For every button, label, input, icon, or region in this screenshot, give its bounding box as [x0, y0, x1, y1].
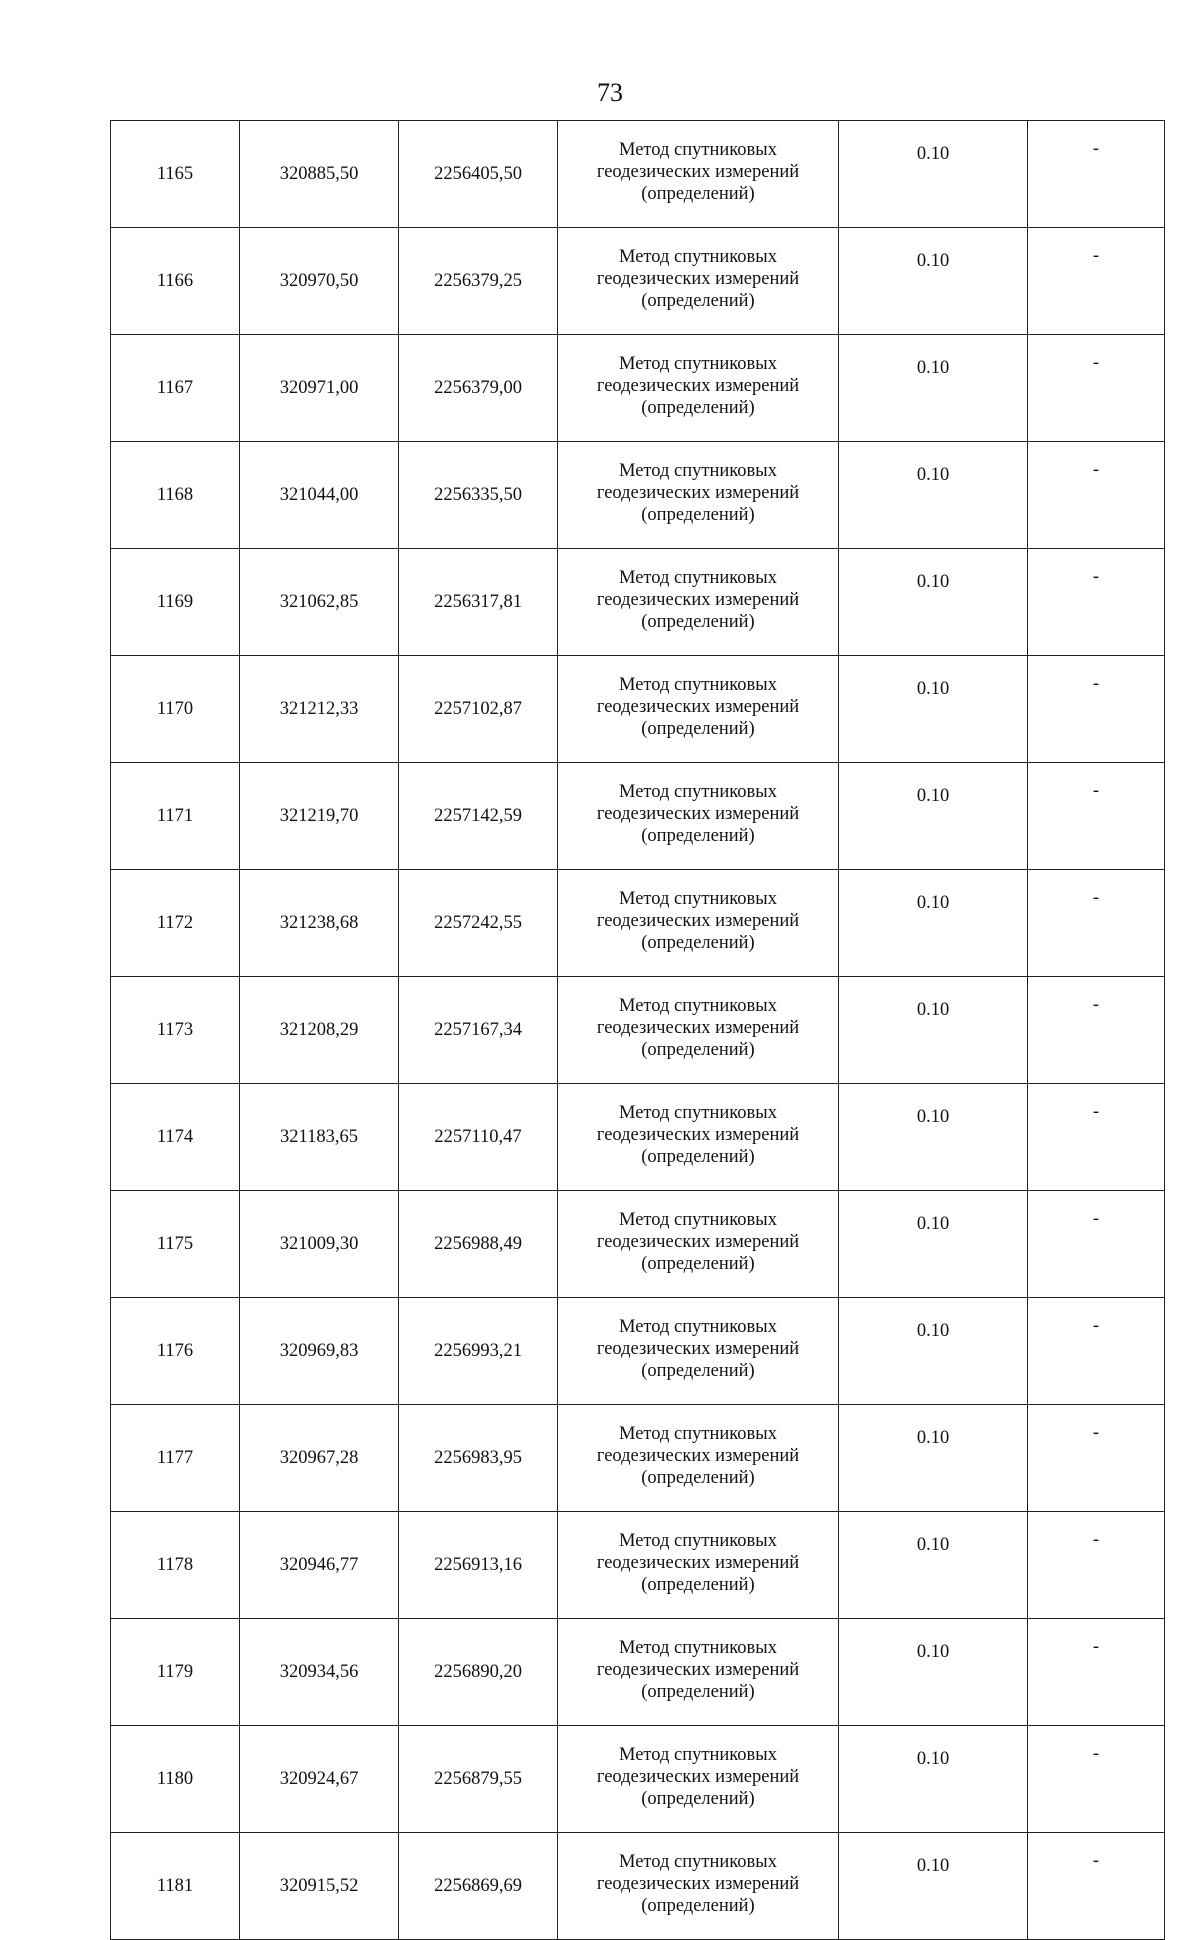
note-cell: -	[1028, 1405, 1165, 1512]
x-coordinate-cell: 321009,30	[240, 1191, 399, 1298]
y-coordinate-cell: 2256890,20	[399, 1619, 558, 1726]
method-text-line: Метод спутниковых	[619, 1317, 777, 1337]
method-text-line: (определений)	[641, 505, 755, 525]
method-text-line: Метод спутниковых	[619, 247, 777, 267]
method-text-line: (определений)	[641, 1468, 755, 1488]
coordinates-table-body	[111, 121, 1165, 1940]
method-text-line: (определений)	[641, 1789, 755, 1809]
table-row	[111, 1619, 1165, 1726]
x-coordinate-cell: 321212,33	[240, 656, 399, 763]
point-number-cell: 1179	[111, 1619, 240, 1726]
table-row	[111, 442, 1165, 549]
y-coordinate-cell: 2256379,25	[399, 228, 558, 335]
method-text-line: Метод спутниковых	[619, 1852, 777, 1872]
method-text-line: геодезических измерений	[596, 269, 800, 289]
method-text-line: геодезических измерений	[596, 1446, 800, 1466]
method-cell	[558, 121, 839, 228]
method-text-line: Метод спутниковых	[619, 675, 777, 695]
table-row	[111, 1191, 1165, 1298]
method-cell	[558, 656, 839, 763]
table-row	[111, 656, 1165, 763]
y-coordinate-cell: 2256993,21	[399, 1298, 558, 1405]
note-cell: -	[1028, 1191, 1165, 1298]
y-coordinate-cell: 2256988,49	[399, 1191, 558, 1298]
x-coordinate-cell: 321062,85	[240, 549, 399, 656]
x-coordinate-cell: 320971,00	[240, 335, 399, 442]
x-coordinate-cell: 320924,67	[240, 1726, 399, 1833]
note-cell: -	[1028, 763, 1165, 870]
note-cell: -	[1028, 1726, 1165, 1833]
method-cell	[558, 442, 839, 549]
method-cell	[558, 1512, 839, 1619]
method-text-line: (определений)	[641, 1040, 755, 1060]
coordinates-table	[110, 120, 1165, 1940]
y-coordinate-cell: 2257242,55	[399, 870, 558, 977]
method-text-line: геодезических измерений	[596, 162, 800, 182]
point-number-cell: 1171	[111, 763, 240, 870]
method-text-line: Метод спутниковых	[619, 568, 777, 588]
method-text-line: геодезических измерений	[596, 1874, 800, 1894]
point-number-cell: 1166	[111, 228, 240, 335]
table-row	[111, 763, 1165, 870]
method-text-line: Метод спутниковых	[619, 889, 777, 909]
table-row	[111, 549, 1165, 656]
method-cell	[558, 1298, 839, 1405]
x-coordinate-cell: 321208,29	[240, 977, 399, 1084]
accuracy-cell: 0.10	[839, 1833, 1028, 1940]
x-coordinate-cell: 320969,83	[240, 1298, 399, 1405]
method-cell	[558, 335, 839, 442]
x-coordinate-cell: 321238,68	[240, 870, 399, 977]
accuracy-cell: 0.10	[839, 656, 1028, 763]
method-text-line: геодезических измерений	[596, 1018, 800, 1038]
y-coordinate-cell: 2257142,59	[399, 763, 558, 870]
method-text-line: (определений)	[641, 1896, 755, 1916]
table-row	[111, 1726, 1165, 1833]
point-number-cell: 1165	[111, 121, 240, 228]
method-text-line: Метод спутниковых	[619, 782, 777, 802]
table-row	[111, 977, 1165, 1084]
method-text-line: геодезических измерений	[596, 804, 800, 824]
accuracy-cell: 0.10	[839, 549, 1028, 656]
method-cell	[558, 1405, 839, 1512]
method-text-line: геодезических измерений	[596, 697, 800, 717]
method-cell	[558, 870, 839, 977]
table-row	[111, 1512, 1165, 1619]
method-cell	[558, 1726, 839, 1833]
y-coordinate-cell: 2256983,95	[399, 1405, 558, 1512]
method-text-line: (определений)	[641, 398, 755, 418]
note-cell: -	[1028, 1084, 1165, 1191]
method-cell	[558, 977, 839, 1084]
point-number-cell: 1169	[111, 549, 240, 656]
method-cell	[558, 1619, 839, 1726]
note-cell: -	[1028, 656, 1165, 763]
x-coordinate-cell: 320885,50	[240, 121, 399, 228]
note-cell: -	[1028, 1298, 1165, 1405]
y-coordinate-cell: 2256335,50	[399, 442, 558, 549]
method-text-line: (определений)	[641, 1361, 755, 1381]
page-number: 73	[597, 78, 623, 107]
note-cell: -	[1028, 549, 1165, 656]
method-cell	[558, 1084, 839, 1191]
x-coordinate-cell: 321219,70	[240, 763, 399, 870]
method-text-line: Метод спутниковых	[619, 1531, 777, 1551]
x-coordinate-cell: 320934,56	[240, 1619, 399, 1726]
method-text-line: геодезических измерений	[596, 376, 800, 396]
method-text-line: (определений)	[641, 1147, 755, 1167]
method-text-line: геодезических измерений	[596, 1339, 800, 1359]
accuracy-cell: 0.10	[839, 442, 1028, 549]
x-coordinate-cell: 321183,65	[240, 1084, 399, 1191]
method-cell	[558, 1833, 839, 1940]
method-text-line: (определений)	[641, 291, 755, 311]
y-coordinate-cell: 2257110,47	[399, 1084, 558, 1191]
point-number-cell: 1167	[111, 335, 240, 442]
x-coordinate-cell: 320915,52	[240, 1833, 399, 1940]
accuracy-cell: 0.10	[839, 228, 1028, 335]
point-number-cell: 1175	[111, 1191, 240, 1298]
note-cell: -	[1028, 228, 1165, 335]
x-coordinate-cell: 321044,00	[240, 442, 399, 549]
table-row	[111, 1084, 1165, 1191]
point-number-cell: 1170	[111, 656, 240, 763]
accuracy-cell: 0.10	[839, 1405, 1028, 1512]
method-text-line: Метод спутниковых	[619, 996, 777, 1016]
point-number-cell: 1177	[111, 1405, 240, 1512]
method-text-line: Метод спутниковых	[619, 1745, 777, 1765]
method-text-line: (определений)	[641, 826, 755, 846]
method-cell	[558, 1191, 839, 1298]
point-number-cell: 1172	[111, 870, 240, 977]
method-text-line: геодезических измерений	[596, 1553, 800, 1573]
method-text-line: Метод спутниковых	[619, 140, 777, 160]
method-text-line: Метод спутниковых	[619, 461, 777, 481]
method-text-line: геодезических измерений	[596, 590, 800, 610]
y-coordinate-cell: 2256317,81	[399, 549, 558, 656]
note-cell: -	[1028, 1512, 1165, 1619]
y-coordinate-cell: 2257102,87	[399, 656, 558, 763]
note-cell: -	[1028, 121, 1165, 228]
y-coordinate-cell: 2256379,00	[399, 335, 558, 442]
x-coordinate-cell: 320946,77	[240, 1512, 399, 1619]
accuracy-cell: 0.10	[839, 335, 1028, 442]
method-text-line: (определений)	[641, 719, 755, 739]
method-text-line: геодезических измерений	[596, 1660, 800, 1680]
method-text-line: (определений)	[641, 184, 755, 204]
accuracy-cell: 0.10	[839, 1619, 1028, 1726]
method-text-line: (определений)	[641, 612, 755, 632]
point-number-cell: 1176	[111, 1298, 240, 1405]
accuracy-cell: 0.10	[839, 870, 1028, 977]
accuracy-cell: 0.10	[839, 1191, 1028, 1298]
method-text-line: геодезических измерений	[596, 483, 800, 503]
method-text-line: Метод спутниковых	[619, 1103, 777, 1123]
point-number-cell: 1173	[111, 977, 240, 1084]
method-text-line: геодезических измерений	[596, 1125, 800, 1145]
accuracy-cell: 0.10	[839, 1084, 1028, 1191]
accuracy-cell: 0.10	[839, 1512, 1028, 1619]
accuracy-cell: 0.10	[839, 763, 1028, 870]
table-row	[111, 1833, 1165, 1940]
point-number-cell: 1181	[111, 1833, 240, 1940]
table-row	[111, 870, 1165, 977]
point-number-cell: 1178	[111, 1512, 240, 1619]
table-row	[111, 121, 1165, 228]
accuracy-cell: 0.10	[839, 977, 1028, 1084]
note-cell: -	[1028, 1833, 1165, 1940]
method-text-line: Метод спутниковых	[619, 1210, 777, 1230]
note-cell: -	[1028, 442, 1165, 549]
accuracy-cell: 0.10	[839, 1726, 1028, 1833]
method-text-line: геодезических измерений	[596, 1767, 800, 1787]
table-row	[111, 1298, 1165, 1405]
x-coordinate-cell: 320967,28	[240, 1405, 399, 1512]
accuracy-cell: 0.10	[839, 121, 1028, 228]
method-text-line: Метод спутниковых	[619, 1424, 777, 1444]
note-cell: -	[1028, 870, 1165, 977]
method-cell	[558, 228, 839, 335]
method-cell	[558, 549, 839, 656]
method-text-line: Метод спутниковых	[619, 354, 777, 374]
point-number-cell: 1174	[111, 1084, 240, 1191]
point-number-cell: 1180	[111, 1726, 240, 1833]
method-text-line: геодезических измерений	[596, 1232, 800, 1252]
method-cell	[558, 763, 839, 870]
y-coordinate-cell: 2257167,34	[399, 977, 558, 1084]
y-coordinate-cell: 2256405,50	[399, 121, 558, 228]
y-coordinate-cell: 2256879,55	[399, 1726, 558, 1833]
x-coordinate-cell: 320970,50	[240, 228, 399, 335]
method-text-line: геодезических измерений	[596, 911, 800, 931]
table-row	[111, 228, 1165, 335]
method-text-line: Метод спутниковых	[619, 1638, 777, 1658]
point-number-cell: 1168	[111, 442, 240, 549]
note-cell: -	[1028, 977, 1165, 1084]
method-text-line: (определений)	[641, 933, 755, 953]
method-text-line: (определений)	[641, 1575, 755, 1595]
accuracy-cell: 0.10	[839, 1298, 1028, 1405]
y-coordinate-cell: 2256913,16	[399, 1512, 558, 1619]
note-cell: -	[1028, 335, 1165, 442]
y-coordinate-cell: 2256869,69	[399, 1833, 558, 1940]
table-row	[111, 1405, 1165, 1512]
table-row	[111, 335, 1165, 442]
method-text-line: (определений)	[641, 1682, 755, 1702]
method-text-line: (определений)	[641, 1254, 755, 1274]
note-cell: -	[1028, 1619, 1165, 1726]
